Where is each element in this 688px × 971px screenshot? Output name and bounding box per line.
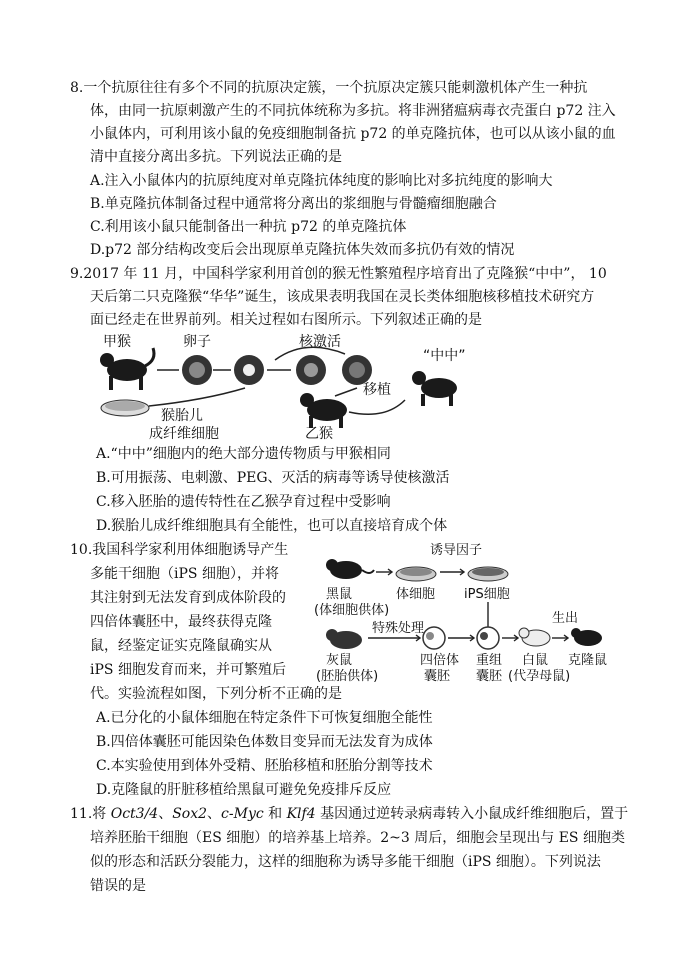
q10-stem-line-2: 多能干细胞（iPS 细胞），并将 [90, 566, 279, 582]
q11-stem-line-3: 似的形态和活跃分裂能力，这样的细胞称为诱导多能干细胞（iPS 细胞）。下列说法 [90, 854, 601, 870]
q9-option-b: B.可用振荡、电刺激、PEG、灭活的病毒等诱导使核激活 [96, 470, 450, 486]
q8-stem-line-2: 体，由同一抗原刺激产生的不同抗体统称为多抗。将非洲猪瘟病毒衣壳蛋白 p72 注入 [90, 103, 616, 119]
label-chengxianwei: 成纤维细胞 [149, 426, 219, 442]
label-youdao: 诱导因子 [430, 543, 483, 558]
label-heishu: 黑鼠 [326, 587, 353, 602]
somatic-cell-dish-icon [396, 567, 436, 581]
recombinant-blastocyst-icon [477, 627, 499, 649]
q8-option-d: D.p72 部分结构改变后会出现原单克隆抗体失效而多抗仍有效的情况 [90, 242, 515, 258]
q8-stem-line-3: 小鼠体内，可利用该小鼠的免疫细胞制备抗 p72 的单克隆抗体，也可以从该小鼠的血 [90, 126, 616, 142]
label-yihou: 乙猴 [305, 426, 333, 442]
q9-cloning-figure [95, 330, 495, 442]
label-chongzu: 重组 [476, 653, 503, 668]
q8-stem-line-1: 8.一个抗原往往有多个不同的抗原决定簇，一个抗原决定簇只能刺激机体产生一种抗 [70, 80, 588, 96]
q10-stem-line-3: 其注射到无法发育到成体阶段的 [90, 590, 286, 606]
label-kelongshu: 克隆鼠 [568, 653, 608, 668]
q9-stem-line-3: 面已经走在世界前列。相关过程如右图所示。下列叙述正确的是 [90, 312, 482, 328]
q11-suffix: 基因通过逆转录病毒转入小鼠成纤维细胞后，置于 [315, 806, 629, 822]
petri-dish-icon [101, 400, 149, 416]
ips-cell-dish-icon [468, 567, 508, 581]
label-houtaier: 猴胎儿 [161, 408, 203, 424]
q10-stem-line-1: 10.我国科学家利用体细胞诱导产生 [70, 542, 289, 558]
q10-option-a: A.已分化的小鼠体细胞在特定条件下可恢复细胞全能性 [96, 710, 433, 726]
q11-sep-1: 、 [158, 806, 173, 822]
label-tixibao: 体细胞 [396, 587, 436, 602]
gene-klf4: Klf4 [286, 806, 316, 822]
label-hejihuo: 核激活 [299, 334, 341, 350]
label-yizhi: 移植 [363, 382, 391, 398]
q9-option-c: C.移入胚胎的遗传特性在乙猴孕育过程中受影响 [96, 494, 391, 510]
q8-option-a: A.注入小鼠体内的抗原纯度对单克隆抗体纯度的影响比对多抗纯度的影响大 [90, 173, 553, 189]
monkey-zhongzhong-icon [412, 371, 457, 406]
tetraploid-blastocyst-icon [423, 627, 445, 649]
egg-cell-icon [182, 355, 212, 385]
label-tixibao-gongti: (体细胞供体) [314, 603, 390, 618]
q11-stem-line-1 [70, 804, 628, 824]
label-baishu: 白鼠 [522, 653, 549, 668]
label-zhongzhong: “中中” [423, 348, 466, 364]
activated-embryo-icon [342, 355, 372, 385]
q11-sep-2: 、 [207, 806, 222, 822]
label-shengchu: 生出 [552, 611, 579, 626]
label-teshu: 特殊处理 [372, 621, 425, 636]
white-mouse-icon [519, 628, 550, 646]
label-nangpei: 囊胚 [424, 669, 451, 682]
q11-prefix: 11.将 [70, 806, 111, 822]
q10-ips-figure [312, 540, 612, 682]
q9-option-d: D.猴胎儿成纤维细胞具有全能性，也可以直接培育成个体 [96, 518, 448, 534]
q9-stem-line-1: 9.2017 年 11 月，中国科学家利用首创的猴无性繁殖程序培育出了克隆猴“中中”， 10 [70, 266, 607, 282]
label-sibeiti: 四倍体 [420, 653, 460, 668]
gene-sox2: Sox2 [172, 806, 208, 822]
q8-option-b: B.单克隆抗体制备过程中通常将分离出的浆细胞与骨髓瘤细胞融合 [90, 196, 497, 212]
enucleated-egg-icon [234, 355, 264, 385]
label-nangpei2: 囊胚 [476, 669, 503, 682]
q9-option-a: A.“中中”细胞内的绝大部分遗传物质与甲猴相同 [96, 446, 391, 462]
q11-stem-line-2: 培养胚胎干细胞（ES 细胞）的培养基上培养。2~3 周后，细胞会呈现出与 ES 细胞类 [90, 830, 625, 846]
q10-option-d: D.克隆鼠的肝脏移植给黑鼠可避免免疫排斥反应 [96, 782, 392, 798]
reconstructed-egg-icon [296, 355, 326, 385]
label-jiahou: 甲猴 [103, 334, 131, 350]
clone-mouse-icon [571, 628, 602, 646]
q10-option-b: B.四倍体囊胚可能因染色体数目变异而无法发育为成体 [96, 734, 433, 750]
q10-stem-line-7: 代。实验流程如图，下列分析不正确的是 [90, 686, 342, 702]
label-luanzi: 卵子 [183, 334, 211, 350]
label-ips: iPS细胞 [464, 587, 510, 602]
q8-option-c: C.利用该小鼠只能制备出一种抗 p72 的单克隆抗体 [90, 219, 407, 235]
q10-stem-line-6: iPS 细胞发育而来，并可繁殖后 [90, 662, 286, 678]
q8-stem-line-4: 清中直接分离出多抗。下列说法正确的是 [90, 149, 342, 165]
label-peitai-gongti: (胚胎供体) [316, 669, 379, 682]
q10-option-c: C.本实验使用到体外受精、胚胎移植和胚胎分割等技术 [96, 758, 433, 774]
monkey-b-icon [300, 393, 347, 428]
gray-mouse-icon [326, 629, 362, 649]
label-huishu: 灰鼠 [326, 653, 353, 668]
q11-stem-line-4: 错误的是 [90, 878, 146, 894]
q10-stem-line-4: 四倍体囊胚中，最终获得克隆 [90, 614, 272, 630]
monkey-a-icon [100, 348, 154, 390]
q9-stem-line-2: 天后第二只克隆猴“华华”诞生，该成果表明我国在灵长类体细胞核移植技术研究方 [90, 289, 595, 305]
gene-oct34: Oct3/4 [110, 806, 159, 822]
q11-sep-3: 和 [263, 806, 287, 822]
label-daiyun: (代孕母鼠) [508, 669, 571, 682]
black-mouse-icon [326, 559, 374, 579]
gene-cmyc: c-Myc [221, 806, 264, 822]
q10-stem-line-5: 鼠，经鉴定证实克隆鼠确实从 [90, 638, 272, 654]
